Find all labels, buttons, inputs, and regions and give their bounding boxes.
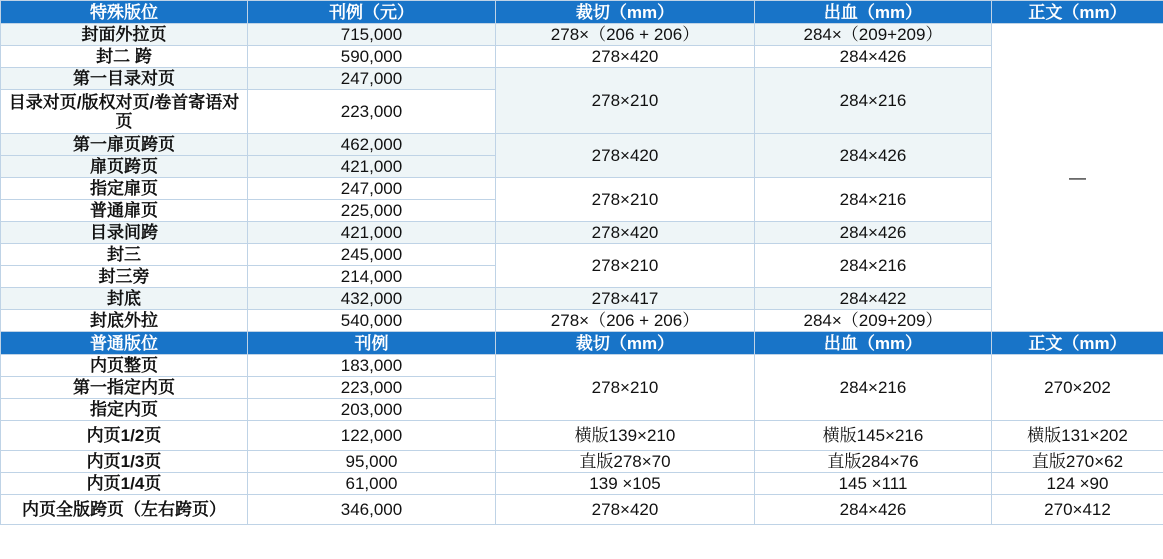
row-trim: 直版278×70 xyxy=(496,451,755,473)
table-row xyxy=(1,134,1163,156)
row-label: 封三 xyxy=(1,244,248,266)
row-bleed: 直版284×76 xyxy=(755,451,992,473)
row-price: 421,000 xyxy=(248,222,496,244)
row-label: 内页1/4页 xyxy=(1,473,248,495)
row-trim: 278×417 xyxy=(496,288,755,310)
special-header-row xyxy=(1,1,1163,24)
row-bleed: 284×426 xyxy=(755,222,992,244)
table-row xyxy=(1,473,1163,495)
row-label: 内页1/3页 xyxy=(1,451,248,473)
row-price: 421,000 xyxy=(248,156,496,178)
row-trim: 横版139×210 xyxy=(496,421,755,451)
row-label: 目录间跨 xyxy=(1,222,248,244)
row-bleed: 284×（209+209） xyxy=(755,24,992,46)
row-price: 590,000 xyxy=(248,46,496,68)
group-full-bleed: 284×216 xyxy=(755,355,992,421)
header-trim: 裁切（mm） xyxy=(496,1,755,24)
table-row xyxy=(1,288,1163,310)
row-trim: 278×420 xyxy=(496,495,755,525)
row-trim: 278×420 xyxy=(496,222,755,244)
row-bleed: 284×426 xyxy=(755,46,992,68)
row-trim: 278×（206 + 206） xyxy=(496,310,755,332)
row-price: 432,000 xyxy=(248,288,496,310)
header-bleed: 出血（mm） xyxy=(755,332,992,355)
row-label: 指定内页 xyxy=(1,399,248,421)
row-label: 内页1/2页 xyxy=(1,421,248,451)
row-price: 122,000 xyxy=(248,421,496,451)
row-label: 封三旁 xyxy=(1,266,248,288)
row-trim: 278×（206 + 206） xyxy=(496,24,755,46)
group-full-text: 270×202 xyxy=(992,355,1163,421)
table-row xyxy=(1,68,1163,90)
row-price: 346,000 xyxy=(248,495,496,525)
header-normal-position: 普通版位 xyxy=(1,332,248,355)
table-row xyxy=(1,244,1163,266)
row-bleed: 284×426 xyxy=(755,495,992,525)
table-row xyxy=(1,451,1163,473)
header-trim: 裁切（mm） xyxy=(496,332,755,355)
row-trim: 139 ×105 xyxy=(496,473,755,495)
row-bleed: 284×（209+209） xyxy=(755,310,992,332)
table-row xyxy=(1,24,1163,46)
row-price: 203,000 xyxy=(248,399,496,421)
table-row xyxy=(1,178,1163,200)
table-row xyxy=(1,222,1163,244)
group-catalog-trim: 278×210 xyxy=(496,68,755,134)
row-price: 715,000 xyxy=(248,24,496,46)
row-label: 第一扉页跨页 xyxy=(1,134,248,156)
header-price: 刊例（元） xyxy=(248,1,496,24)
row-text: 直版270×62 xyxy=(992,451,1163,473)
group-flyleaf-trim: 278×210 xyxy=(496,178,755,222)
group-flyleaf-spread-trim: 278×420 xyxy=(496,134,755,178)
row-label: 第一目录对页 xyxy=(1,68,248,90)
row-price: 225,000 xyxy=(248,200,496,222)
row-trim: 278×420 xyxy=(496,46,755,68)
table-row xyxy=(1,495,1163,525)
row-price: 223,000 xyxy=(248,377,496,399)
row-label: 内页整页 xyxy=(1,355,248,377)
special-body-text: — xyxy=(992,24,1163,332)
row-label: 封底 xyxy=(1,288,248,310)
table-row xyxy=(1,355,1163,377)
row-text: 270×412 xyxy=(992,495,1163,525)
row-label: 普通扉页 xyxy=(1,200,248,222)
row-label: 内页全版跨页（左右跨页） xyxy=(1,495,248,525)
header-bleed: 出血（mm） xyxy=(755,1,992,24)
row-price: 462,000 xyxy=(248,134,496,156)
row-bleed: 284×422 xyxy=(755,288,992,310)
row-text: 横版131×202 xyxy=(992,421,1163,451)
row-bleed: 横版145×216 xyxy=(755,421,992,451)
row-label: 扉页跨页 xyxy=(1,156,248,178)
row-label: 第一指定内页 xyxy=(1,377,248,399)
row-label: 指定扉页 xyxy=(1,178,248,200)
header-body-text: 正文（mm） xyxy=(992,1,1163,24)
row-price: 95,000 xyxy=(248,451,496,473)
row-price: 214,000 xyxy=(248,266,496,288)
row-label: 封面外拉页 xyxy=(1,24,248,46)
header-special-position: 特殊版位 xyxy=(1,1,248,24)
row-label: 封底外拉 xyxy=(1,310,248,332)
group-catalog-bleed: 284×216 xyxy=(755,68,992,134)
table-row xyxy=(1,310,1163,332)
row-price: 183,000 xyxy=(248,355,496,377)
group-full-trim: 278×210 xyxy=(496,355,755,421)
row-price: 540,000 xyxy=(248,310,496,332)
group-cover3-bleed: 284×216 xyxy=(755,244,992,288)
group-cover3-trim: 278×210 xyxy=(496,244,755,288)
row-bleed: 145 ×111 xyxy=(755,473,992,495)
row-label: 目录对页/版权对页/卷首寄语对页 xyxy=(1,90,248,134)
row-price: 247,000 xyxy=(248,178,496,200)
group-flyleaf-spread-bleed: 284×426 xyxy=(755,134,992,178)
table-row xyxy=(1,421,1163,451)
normal-header-row xyxy=(1,332,1163,355)
header-price: 刊例 xyxy=(248,332,496,355)
group-flyleaf-bleed: 284×216 xyxy=(755,178,992,222)
header-body-text: 正文（mm） xyxy=(992,332,1163,355)
row-price: 245,000 xyxy=(248,244,496,266)
row-price: 223,000 xyxy=(248,90,496,134)
table-row xyxy=(1,46,1163,68)
row-text: 124 ×90 xyxy=(992,473,1163,495)
row-price: 61,000 xyxy=(248,473,496,495)
row-label: 封二 跨 xyxy=(1,46,248,68)
row-price: 247,000 xyxy=(248,68,496,90)
